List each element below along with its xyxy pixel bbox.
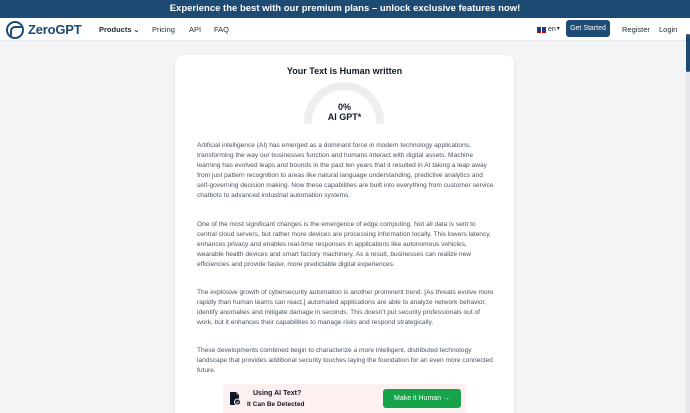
nav-products[interactable] <box>99 18 139 41</box>
nav-login[interactable]: Login <box>659 25 678 34</box>
make-it-human-button[interactable] <box>383 389 461 408</box>
nav-api[interactable]: API <box>189 25 202 34</box>
document-ai-icon <box>229 391 241 406</box>
page-scrollbar[interactable] <box>686 34 690 413</box>
language-label: en <box>548 26 556 33</box>
logo[interactable] <box>6 20 82 39</box>
text-paragraph-2: One of the most significant changes is the emergence of edge computing. Not all data is sent to central cloud servers, but rather more devices are processing information locally. This lowers latency, enhances privacy and enables real-time responses in applications like autonomous vehicles, wearable health devices and smart factory machinery. As a result, businesses can realize new efficiencies and provide faster, more predictable digital experiences. <box>197 221 491 268</box>
nav-register[interactable]: Register <box>622 25 650 34</box>
promo-banner[interactable] <box>0 0 690 18</box>
promo-text: Experience the best with our premium plans – unlock exclusive features now! <box>169 3 521 14</box>
chevron-down-icon: ⌄ <box>133 27 140 34</box>
make-it-human-label: Make it Human <box>393 395 442 402</box>
cta-question: Using AI Text? <box>253 390 302 397</box>
logo-text: ZeroGPT <box>28 22 82 37</box>
ai-gpt-label: AI GPT* <box>327 112 362 122</box>
text-paragraph-4: These developments combined begin to characterize a more intelligent, distributed technology landscape that provides additional security touches laying the foundation for an even more connected future. <box>197 347 493 374</box>
result-title: Your Text is Human written <box>286 66 403 76</box>
text-paragraph-1: Artificial intelligence (AI) has emerged as a dominant force in modern technology applications, transforming the way our businesses function and humans interact with digital assets. Machine learning has evolved leaps and bounds in the past ten years that it resulted in AI taking a leap away from just pattern recognition to areas like natural language understanding, predictive analytics and self-governing decision making. Now these capabilities are built into everything from customer service chatbots to advanced industrial automation systems. <box>197 142 494 199</box>
brain-logo-icon <box>6 21 24 39</box>
arrow-right-icon: → <box>443 395 451 402</box>
scrollbar-thumb[interactable] <box>686 34 690 72</box>
nav-faq[interactable]: FAQ <box>214 25 230 34</box>
top-nav <box>0 18 690 41</box>
humanize-cta <box>223 384 466 413</box>
language-selector[interactable] <box>537 18 560 41</box>
cta-subtitle: It Can Be Detected <box>247 401 305 408</box>
nav-pricing[interactable]: Pricing <box>152 25 175 34</box>
result-card <box>175 55 514 413</box>
nav-products-label: Products <box>99 25 132 34</box>
uk-flag-icon <box>537 27 546 33</box>
text-paragraph-3: The explosive growth of cybersecurity automation is another prominent trend. [As threats evolve more rapidly than human teams can react,] automated applications are able to analyze network behavior, identify anomalies and mitigate damage in seconds. This doesn't put security professionals out of work, but it enhances their capabilities to manage risks and respond strategically. <box>197 289 494 326</box>
chevron-down-icon: ▾ <box>556 26 560 32</box>
get-started-button[interactable]: Get Started <box>566 20 610 37</box>
ai-percentage: 0% <box>337 102 351 112</box>
